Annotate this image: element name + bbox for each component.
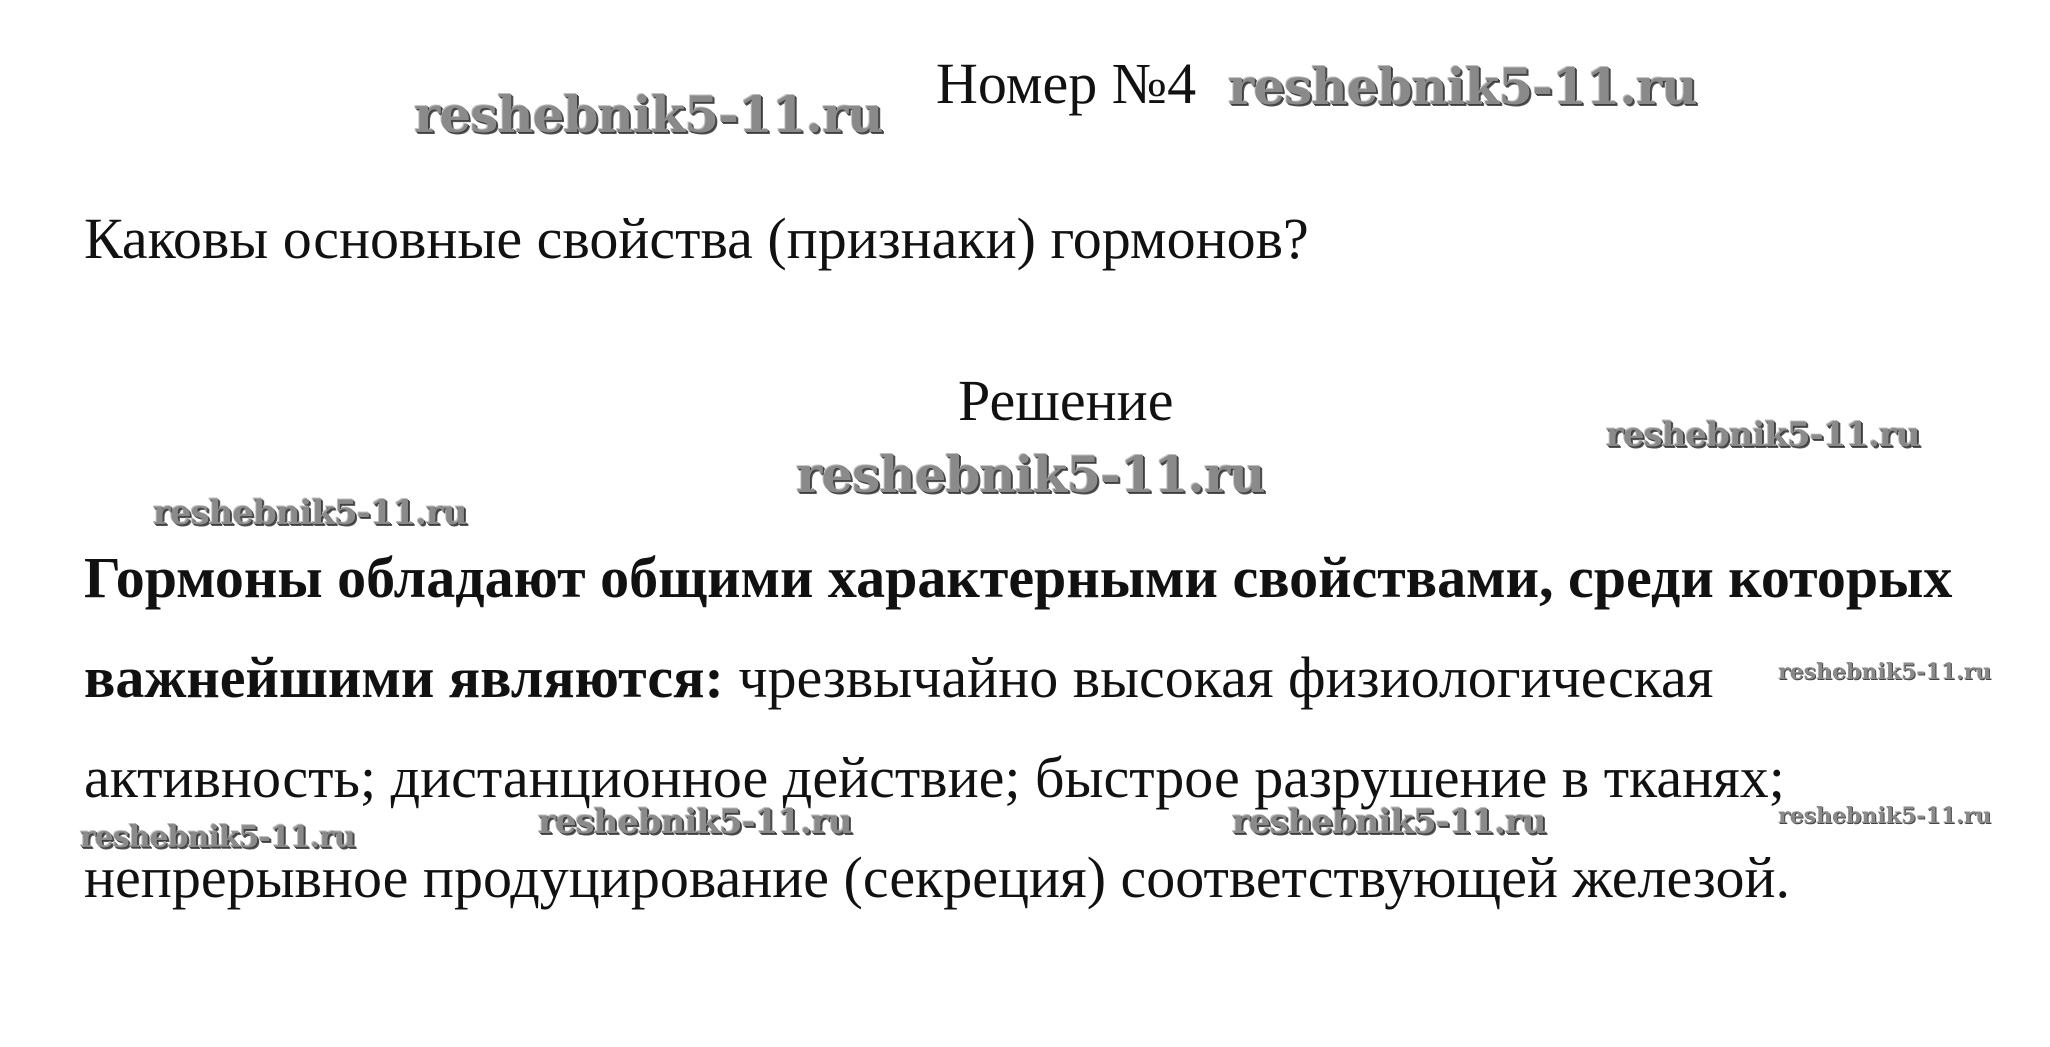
watermark: reshebnik5-11.ru [1778, 659, 1992, 685]
answer-line: непрерывное продуцирование (секреция) соответствующей железой. [84, 845, 1791, 910]
answer-text: чрезвычайно высокая физиологическая [723, 645, 1714, 710]
watermark: reshebnik5-11.ru [796, 445, 1265, 504]
question-text: Каковы основные свойства (признаки) гормонов? [84, 206, 1309, 271]
answer-paragraph [84, 528, 2044, 928]
answer-bold-text: Гормоны обладают общими характерными свойствами, среди которых [84, 545, 1953, 610]
watermark: reshebnik5-11.ru [538, 802, 852, 842]
watermark: reshebnik5-11.ru [153, 493, 467, 533]
watermark: reshebnik5-11.ru [1232, 802, 1546, 842]
watermark: reshebnik5-11.ru [1778, 803, 1992, 829]
answer-line [84, 628, 2044, 728]
page-heading: Номер №4 [936, 51, 1197, 116]
watermark: reshebnik5-11.ru [1606, 415, 1920, 455]
watermark: reshebnik5-11.ru [414, 85, 883, 144]
solution-title: Решение [958, 368, 1174, 433]
watermark: reshebnik5-11.ru [80, 820, 355, 855]
answer-bold-text: важнейшими являются: [84, 645, 724, 710]
watermark: reshebnik5-11.ru [1228, 57, 1697, 116]
answer-line [84, 528, 2044, 628]
answer-line: активность; дистанционное действие; быстрое разрушение в тканях; [84, 745, 1785, 810]
